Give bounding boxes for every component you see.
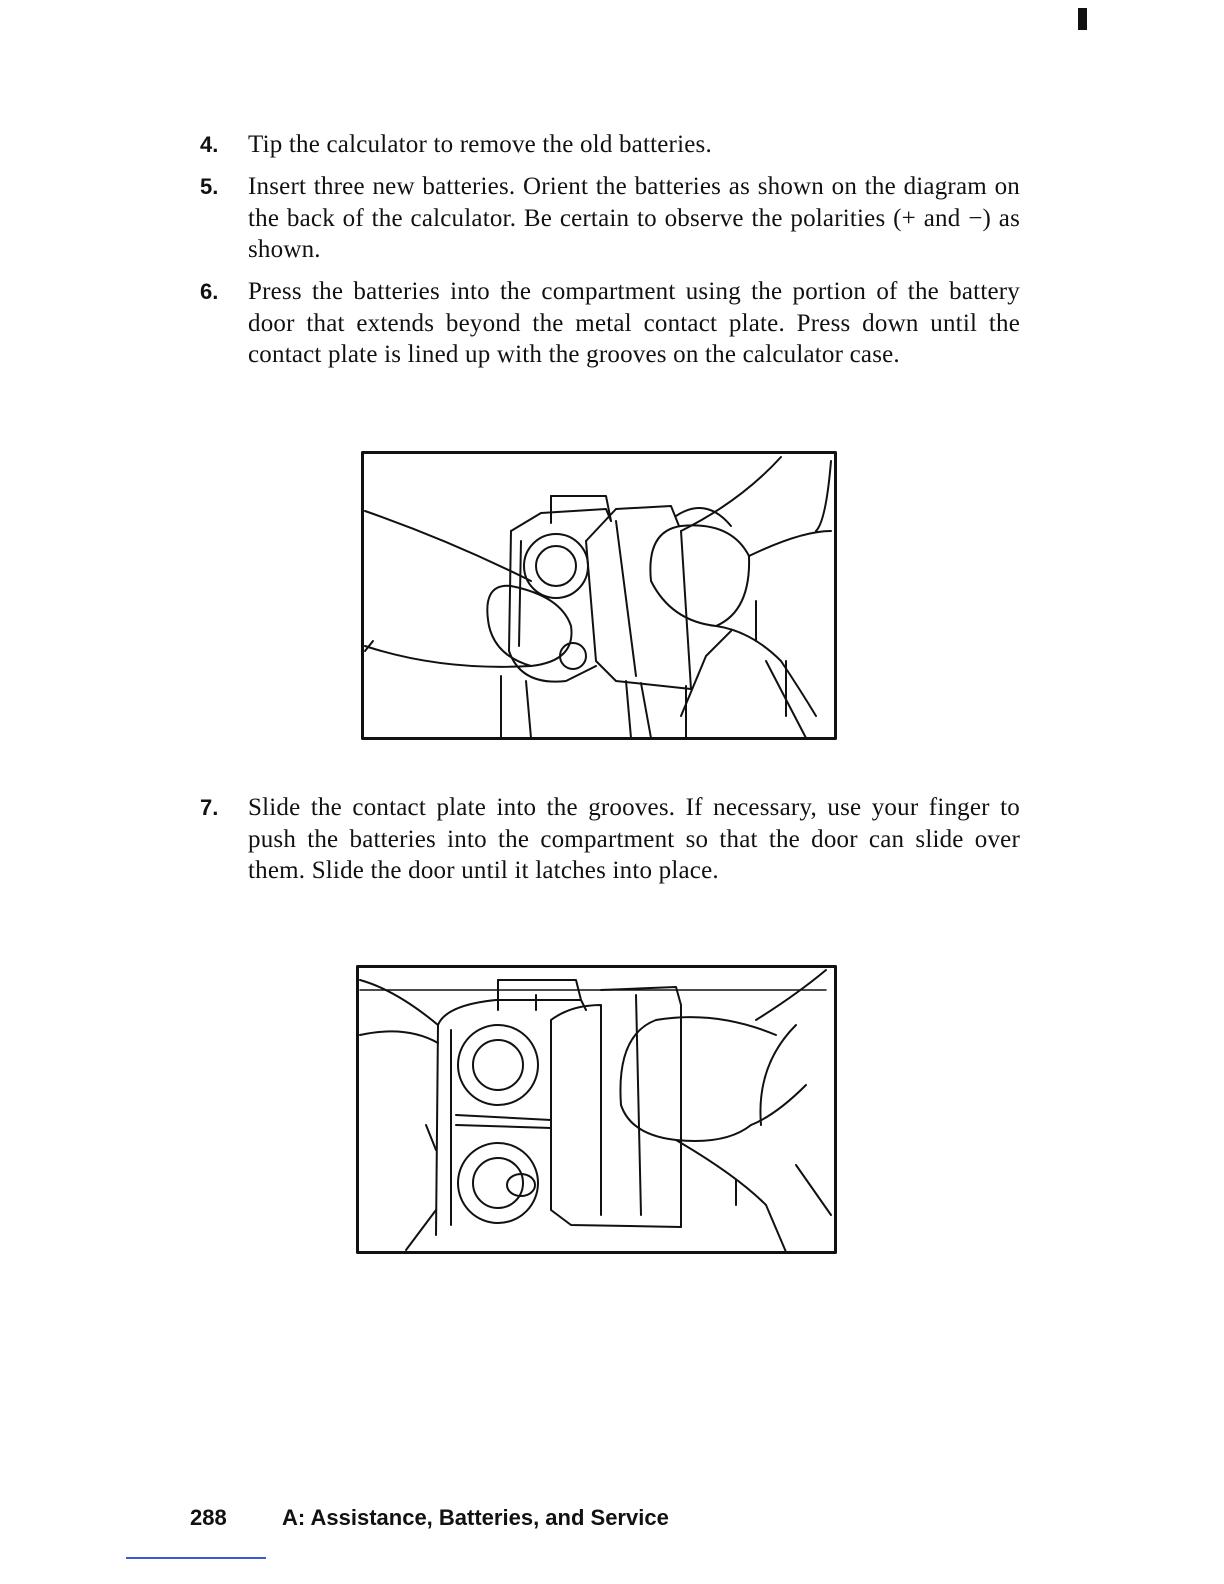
step-text: Tip the calculator to remove the old batteries.	[248, 131, 712, 158]
edge-tab-marker	[1078, 8, 1087, 30]
step-number: 5.	[200, 174, 219, 199]
step-number: 6.	[200, 279, 219, 304]
step-number: 4.	[200, 132, 219, 157]
footer-rule	[126, 1557, 266, 1559]
section-title: A: Assistance, Batteries, and Service	[282, 1505, 669, 1530]
page-footer	[190, 1505, 669, 1531]
step-6	[200, 276, 1020, 371]
step-text: Press the batteries into the compartment using the portion of the battery door that extends beyond the metal contact plate. Press down until the contact plate is lined up with the grooves on the calculator case.	[248, 278, 1020, 368]
step-text: Insert three new batteries. Orient the batteries as shown on the diagram on the back of the calculator. Be certain to observe the polarities (+ and −) as shown.	[248, 173, 1020, 263]
step-7	[200, 792, 1020, 887]
illustration-press-batteries	[361, 451, 837, 741]
illustration-slide-door	[356, 965, 837, 1255]
step-number: 7.	[200, 795, 219, 820]
step-4	[200, 129, 1020, 161]
step-text: Slide the contact plate into the grooves. If necessary, use your finger to push the batteries into the compartment so that the door can slide over them. Slide the door until it latches into place.	[248, 794, 1020, 884]
step-5	[200, 171, 1020, 266]
page-number: 288	[190, 1505, 227, 1530]
